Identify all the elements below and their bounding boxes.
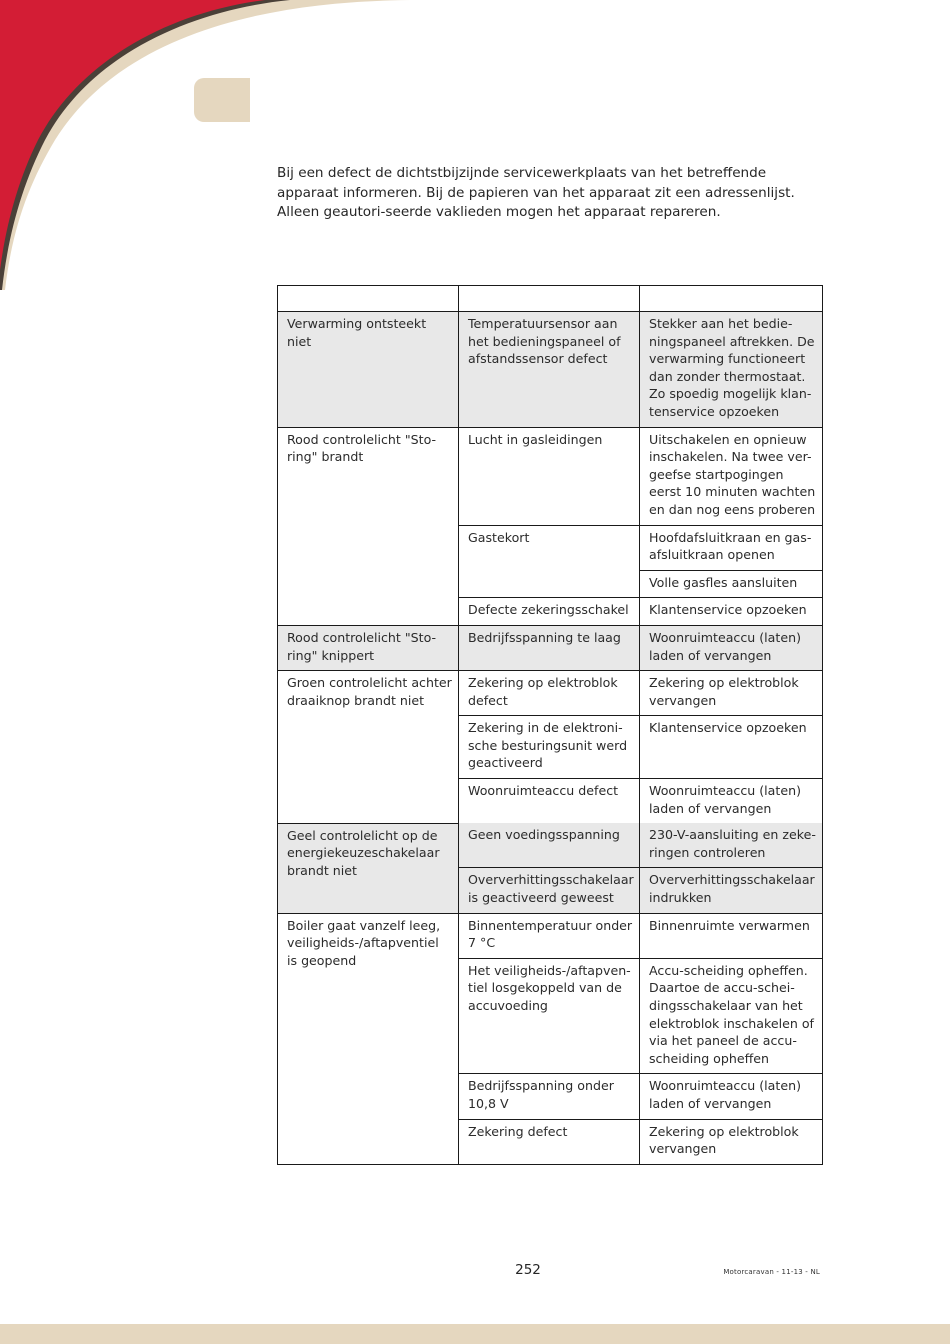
remedy-cell: Klantenservice opzoeken — [640, 716, 823, 779]
page-number: 252 — [515, 1262, 541, 1278]
cause-cell: Bedrijfsspanning onder 10,8 V — [459, 1074, 640, 1119]
fault-cell: Verwarming ontsteekt niet — [278, 312, 459, 428]
remedy-cell: Stekker aan het bedie-ningspaneel aftrekken. De verwarming functioneert dan zonder thermostaat. Zo spoedig mogelijk klan-tenservice opzoeken — [640, 312, 823, 428]
section-tab — [194, 78, 250, 122]
remedy-cell: Klantenservice opzoeken — [640, 598, 823, 626]
cause-cell: Het veiligheids-/aftapven-tiel losgekoppeld van de accuvoeding — [459, 958, 640, 1074]
table-row — [278, 823, 823, 868]
remedy-cell: Accu-scheiding opheffen. Daartoe de accu-schei-dingsschakelaar van het elektroblok inschakelen of via het paneel de accu-scheiding opheffen — [640, 958, 823, 1074]
table-row — [278, 312, 823, 428]
cause-cell: Oververhittingsschakelaar is geactiveerd geweest — [459, 868, 640, 913]
header-cell-fault — [278, 286, 459, 312]
cause-cell: Zekering in de elektroni-sche besturingsunit werd geactiveerd — [459, 716, 640, 779]
fault-cell: Groen controlelicht achter draaiknop brandt niet — [278, 671, 459, 824]
cause-cell: Bedrijfsspanning te laag — [459, 625, 640, 670]
remedy-cell: 230-V-aansluiting en zeke-ringen controleren — [640, 823, 823, 868]
bottom-bar — [0, 1324, 950, 1344]
table-header-row — [278, 286, 823, 312]
cause-cell: Zekering op elektroblok defect — [459, 671, 640, 716]
remedy-cell: Woonruimteaccu (laten) laden of vervangen — [640, 779, 823, 824]
table-row — [278, 671, 823, 716]
table-row — [278, 427, 823, 525]
cause-cell: Zekering defect — [459, 1119, 640, 1164]
fault-cell: Geel controlelicht op de energiekeuzeschakelaar brandt niet — [278, 823, 459, 913]
cause-cell: Woonruimteaccu defect — [459, 779, 640, 824]
fault-cell: Rood controlelicht "Sto-ring" brandt — [278, 427, 459, 625]
cause-cell: Geen voedingsspanning — [459, 823, 640, 868]
cause-cell: Lucht in gasleidingen — [459, 427, 640, 525]
corner-decoration — [0, 0, 420, 300]
remedy-cell: Hoofdafsluitkraan en gas-afsluitkraan openen — [640, 525, 823, 570]
intro-paragraph: Bij een defect de dichtstbijzijnde servicewerkplaats van het betreffende apparaat informeren. Bij de papieren van het apparaat zit een adressenlijst. Alleen geautori-seerde vaklieden mogen het apparaat repareren. — [277, 165, 795, 220]
cause-cell: Defecte zekeringsschakel — [459, 598, 640, 626]
remedy-cell: Volle gasfles aansluiten — [640, 570, 823, 598]
fault-cell: Rood controlelicht "Sto-ring" knippert — [278, 625, 459, 670]
remedy-cell: Woonruimteaccu (laten) laden of vervangen — [640, 1074, 823, 1119]
footer-text: Motorcaravan - 11-13 - NL — [723, 1268, 820, 1276]
fault-cell: Boiler gaat vanzelf leeg, veiligheids-/aftapventiel is geopend — [278, 913, 459, 1164]
remedy-cell: Uitschakelen en opnieuw inschakelen. Na twee ver-geefse startpogingen eerst 10 minuten wachten en dan nog eens proberen — [640, 427, 823, 525]
remedy-cell: Oververhittingsschakelaar indrukken — [640, 868, 823, 913]
table-row — [278, 625, 823, 670]
remedy-cell: Binnenruimte verwarmen — [640, 913, 823, 958]
header-cell-remedy — [640, 286, 823, 312]
header-cell-cause — [459, 286, 640, 312]
remedy-cell: Woonruimteaccu (laten) laden of vervangen — [640, 625, 823, 670]
troubleshooting-table — [277, 285, 823, 1165]
cause-cell: Temperatuursensor aan het bedieningspaneel of afstandssensor defect — [459, 312, 640, 428]
table-row — [278, 913, 823, 958]
cause-cell: Binnentemperatuur onder 7 °C — [459, 913, 640, 958]
remedy-cell: Zekering op elektroblok vervangen — [640, 1119, 823, 1164]
cause-cell: Gastekort — [459, 525, 640, 598]
remedy-cell: Zekering op elektroblok vervangen — [640, 671, 823, 716]
